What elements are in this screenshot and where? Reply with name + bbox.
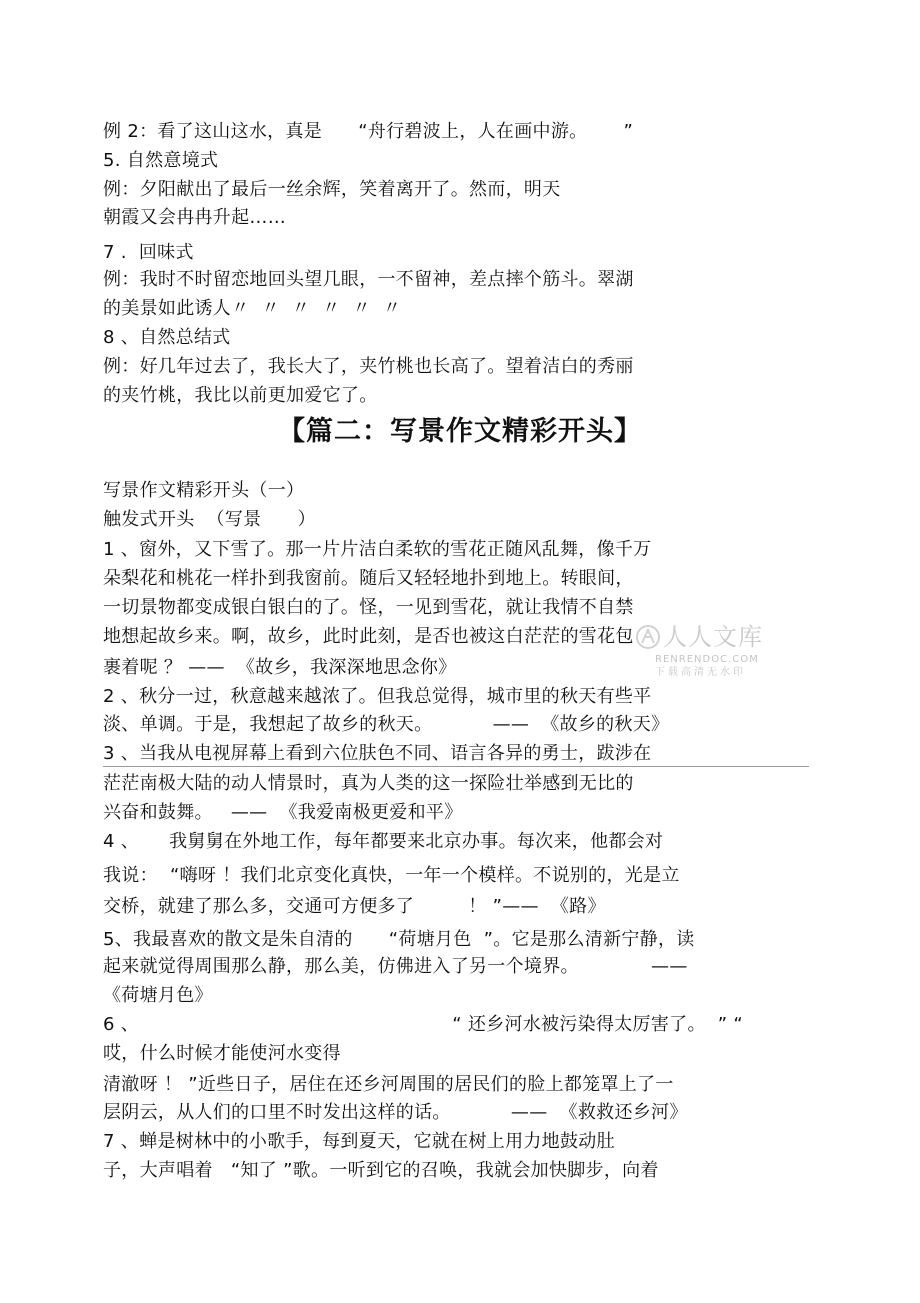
text-line: 例：我时不时留恋地回头望几眼，一不留神，差点摔个筋斗。翠湖 bbox=[103, 269, 634, 290]
text-line: 5. 自然意境式 bbox=[103, 150, 219, 171]
text-line: 的夹竹桃，我比以前更加爱它了。 bbox=[103, 385, 378, 406]
text-line: 兴奋和鼓舞。 —— 《我爱南极更爱和平》 bbox=[103, 802, 463, 823]
text-line: 7 . 回味式 bbox=[103, 242, 194, 263]
watermark-url: RENRENDOC.COM bbox=[655, 654, 759, 665]
text-line: 5、我最喜欢的散文是朱自清的 “荷塘月色 ”。它是那么清新宁静，读 bbox=[103, 929, 695, 950]
text-line: 清澈呀 ！ ”近些日子，居住在还乡河周围的居民们的脸上都笼罩上了一 bbox=[103, 1074, 674, 1095]
text-line: 8 、自然总结式 bbox=[103, 327, 231, 348]
text-line: 起来就觉得周围那么静，那么美，仿佛进入了另一个境界。 —— bbox=[103, 956, 688, 977]
text-line: 《荷塘月色》 bbox=[103, 985, 213, 1006]
text-line: 哎，什么时候才能使河水变得 bbox=[103, 1043, 341, 1064]
text-line: 7 、蝉是树林中的小歌手，每到夏天，它就在树上用力地鼓动肚 bbox=[103, 1131, 615, 1152]
text-line: 交桥，就建了那么多，交通可方便多了 ！ ”—— 《路》 bbox=[103, 896, 606, 917]
text-line: 例：好几年过去了，我长大了，夹竹桃也长高了。望着洁白的秀丽 bbox=[103, 356, 634, 377]
watermark-title: 人人文库 bbox=[663, 623, 763, 651]
text-line: 写景作文精彩开头（一） bbox=[103, 480, 305, 501]
text-line: 例：夕阳献出了最后一丝余辉，笑着离开了。然而，明天 bbox=[103, 179, 561, 200]
text-line: 层阴云，从人们的口里不时发出这样的话。 —— 《救救还乡河》 bbox=[103, 1102, 688, 1123]
watermark bbox=[633, 622, 783, 682]
text-line: 朝霞又会冉冉升起…… bbox=[103, 207, 286, 228]
text-line: 地想起故乡来。啊，故乡，此时此刻，是否也被这白茫茫的雪花包 bbox=[103, 626, 634, 647]
text-line: 触发式开头 （写景 ） bbox=[103, 509, 316, 530]
text-line: 裹着呢 ？ —— 《故乡，我深深地思念你》 bbox=[103, 657, 457, 678]
text-line: 朵梨花和桃花一样扑到我窗前。随后又轻轻地扑到地上。转眼间， bbox=[103, 568, 634, 589]
text-line: 淡、单调。于是，我想起了故乡的秋天。 —— 《故乡的秋天》 bbox=[103, 714, 670, 735]
text-line: 例 2：看了这山这水，真是 “舟行碧波上，人在画中游。 ” bbox=[103, 121, 634, 142]
text-line: 4 、 我舅舅在外地工作，每年都要来北京办事。每次来，他都会对 bbox=[103, 831, 664, 852]
text-line: 茫茫南极大陆的动人情景时，真为人类的这一探险壮举感到无比的 bbox=[103, 773, 634, 794]
text-line: 一切景物都变成银白银白的了。怪，一见到雪花，就让我情不自禁 bbox=[103, 597, 634, 618]
text-line: 2 、秋分一过，秋意越来越浓了。但我总觉得，城市里的秋天有些平 bbox=[103, 686, 652, 707]
text-line: 1 、窗外，又下雪了。那一片片洁白柔软的雪花正随风乱舞，像千万 bbox=[103, 539, 652, 560]
text-line: 子，大声唱着 “知了 ”歌。一听到它的召唤，我就会加快脚步，向着 bbox=[103, 1160, 659, 1181]
text-line: 的美景如此诱人〃 〃 〃 〃 〃 〃 bbox=[103, 298, 402, 319]
watermark-tagline: 下载高清无水印 bbox=[655, 667, 746, 678]
text-line: 我说： “嗨呀 ！我们北京变化真快，一年一个模样。不说别的，光是立 bbox=[103, 865, 680, 886]
text-line: 6 、 “ 还乡河水被污染得太厉害了。 ” “ bbox=[103, 1014, 744, 1035]
horizontal-rule bbox=[103, 766, 809, 767]
text-line: 3 、当我从电视屏幕上看到六位肤色不同、语言各异的勇士，跋涉在 bbox=[103, 743, 652, 764]
renrendoc-logo-icon bbox=[633, 622, 663, 652]
section-heading: 【篇二：写景作文精彩开头】 bbox=[278, 416, 642, 447]
